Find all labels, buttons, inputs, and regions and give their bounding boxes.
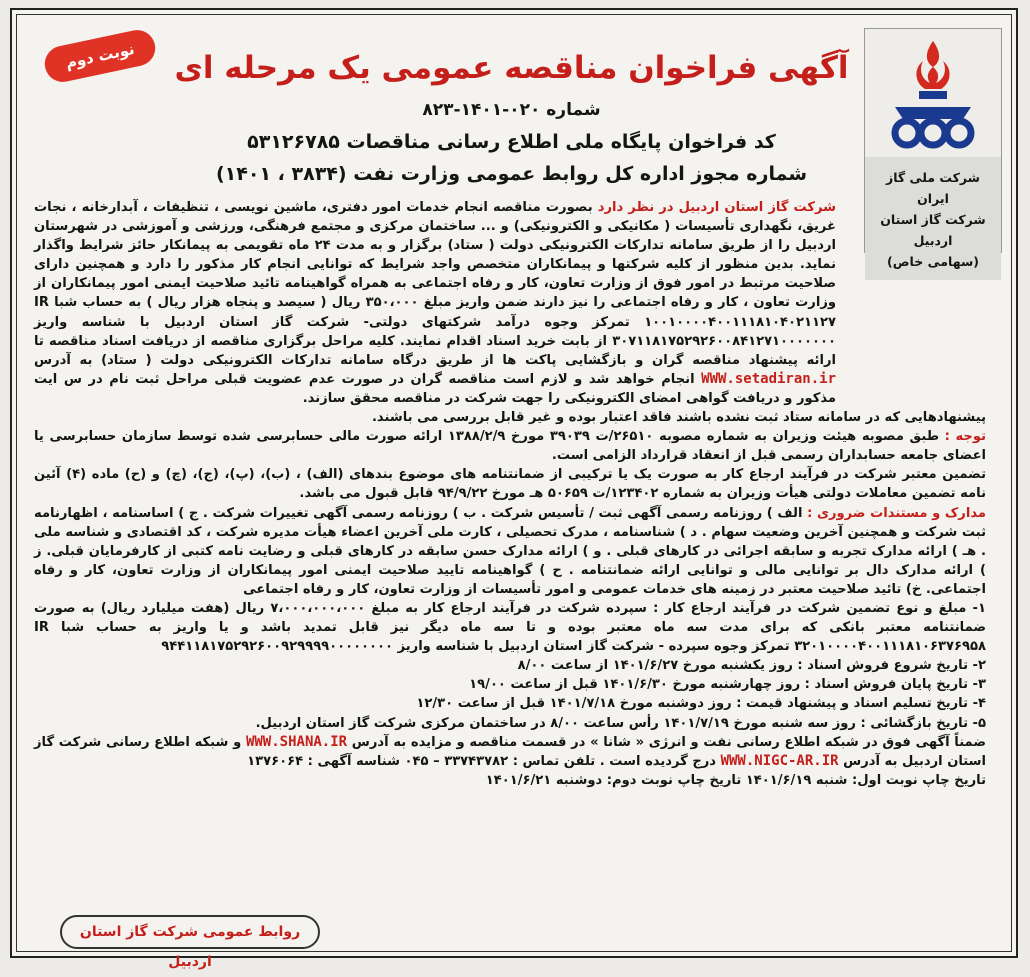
footer-paragraph [34,733,986,771]
note-paragraph [34,427,986,465]
nigc-link[interactable]: WWW.NIGC-AR.IR [720,752,839,769]
intro-paragraph [34,198,836,408]
footer-text-3: درج گردیده است . تلفن تماس : ۳۳۷۴۳۷۸۲ – ۰۴۵ شناسه آگهی : ۱۳۷۶۰۶۴ [247,753,721,769]
advertisement-frame [10,8,1018,970]
footer-text-1: ضمناً آگهی فوق در شبکه اطلاع رسانی نفت و انرژی « شانا » در قسمت مناقصه و مزایده به آدرس [347,734,986,750]
page-title: آگهی فراخوان مناقصه عمومی یک مرحله ای [174,50,849,86]
intro-text: بصورت مناقصه انجام خدمات امور دفتری، ماشین نویسی ، تنظیفات ، آبدارخانه ، نجات غریق، نگهداری تأسیسات ( مکانیکی و الکترونیکی) و ... ساختمان مرکزی و مجتمع فرهنگی، ورزشی و آموزشی در شهرستان اردبیل را از طریق سامانه تدارکات الکترونیکی دولت ( ستاد) برگزار و به مدت ۲۴ ماه تقویمی به پیمانکار حائز شرایط واگذار نماید. بدین منظور از کلیه شرکتها و پیمانکاران متخصص واجد شرایط که توانایی انجام کار مذکور را دارد و همچنین دارای صلاحیت مرتبط در امور فوق از وزارت تعاون، کار و رفاه اجتماعی به همراه گواهینامه تائید صلاحیت ایمنی امور پیمانکاران از وزارت تعاون ، کار و رفاه اجتماعی را نیز دارند ضمن واریز مبلغ ۳۵۰،۰۰۰ ریال ( سیصد و پنجاه هزار ریال ) به حساب شبا IR ۱۰۰۱۰۰۰۰۴۰۰۱۱۱۸۱۰۴۰۲۱۱۲۷ تمرکز وجوه درآمد شرکتهای دولتی- شرکت گاز استان اردبیل با شناسه واریز ۳۰۷۱۱۸۱۷۵۲۹۲۶۰۰۸۴۱۲۷۱۰۰۰۰۰۰۰ از بابت خرید اسناد اقدام نمایند. کلیه مراحل برگزاری مناقصه از دریافت اسناد مناقصه تا ارائه پیشنهاد مناقصه گران و بازگشایی پاکت ها از طریق درگاه سامانه تدارکات الکترونیکی دولت ( ستاد) به آدرس [34,200,836,368]
setad-link[interactable]: WWW.setadiran.ir [701,370,836,387]
note-text: طبق مصوبه هیئت وزیران به شماره مصوبه ۲۶۵۱۰/ت ۳۹۰۳۹ مورخ ۱۳۸۸/۲/۹ ارائه صورت مالی حسابرسی شده توسط سازمان حسابرسی یا اعضای جامعه حسابداران رسمی قبل از انعقاد قرارداد الزامی است. [34,429,986,464]
list-item: ۵- تاریخ بازگشائی : روز سه شنبه مورخ ۱۴۰۱/۷/۱۹ رأس ساعت ۸/۰۰ در ساختمان مرکزی شرکت گاز استان اردبیل. [255,715,986,731]
permit-number: شماره مجوز اداره کل روابط عمومی وزارت نفت (۳۸۳۴ ، ۱۴۰۱) [215,163,808,185]
footer-text-2: و شبکه اطلاع رسانی شرکت گاز استان اردبیل به آدرس [34,734,986,769]
logo-line-type: (سهامی خاص) [887,254,979,269]
print-dates: تاریخ چاپ نوبت اول: شنبه ۱۴۰۱/۶/۱۹ تاریخ چاپ نوبت دوم: دوشنبه ۱۴۰۱/۶/۲۱ [485,772,986,788]
advertisement-body [34,198,986,790]
shana-link[interactable]: WWW.SHANA.IR [245,733,348,750]
tender-code: کد فراخوان پایگاه ملی اطلاع رسانی مناقصات ۵۳۱۲۶۷۸۵ [247,131,776,153]
tender-number: شماره ۰۲۰-۱۴۰۱-۸۲۳ [422,100,601,120]
list-item: ۱- مبلغ و نوع تضمین شرکت در فرآیند ارجاع کار : سپرده شرکت در فرآیند ارجاع کار به مبلغ ۷،۰۰۰،۰۰۰،۰۰۰ ریال (هفت میلیارد ریال) به صورت ضمانتنامه معتبر بانکی که برای مدت سه ماه معتبر بوده و تا سه ماه دیگر نیز قابل تمدید باشد و یا واریز به حساب شبا IR ۳۲۰۱۰۰۰۰۴۰۰۱۱۱۸۱۰۶۳۷۶۹۵۸ تمرکز وجوه سپرده - شرکت گاز استان اردبیل با شناسه واریز ۹۴۴۱۱۸۱۷۵۲۹۲۶۰۰۹۲۹۹۹۹۰۰۰۰۰۰۰۰ [34,600,986,655]
logo-line-company: شرکت ملی گاز ایران [886,170,980,206]
gas-flame-logo-icon [883,37,983,152]
documents-label: مدارک و مستندات ضروری : [807,505,986,521]
validity-paragraph: پیشنهادهایی که در سامانه ستاد ثبت نشده باشند فاقد اعتبار بوده و غیر قابل بررسی می باشند. [371,410,986,426]
documents-paragraph [34,504,986,599]
intro-company: شرکت گاز استان اردبیل در نظر دارد [597,200,836,215]
list-item: ۲- تاریخ شروع فروش اسناد : روز یکشنبه مورخ ۱۴۰۱/۶/۲۷ از ساعت ۸/۰۰ [517,658,986,674]
logo-line-province: شرکت گاز استان اردبیل [880,212,986,248]
turn-badge: نوبت دوم [41,27,158,85]
intro-text-2: انجام خواهد شد و لازم است مناقصه گران در صورت عدم عضویت قبلی مراحل ثبت نام در س ایت مذکور و دریافت گواهی امضای الکترونیکی را جهت شرکت در مناقصه محقق سازند. [34,371,836,406]
guarantee-paragraph: تضمین معتبر شرکت در فرآیند ارجاع کار به صورت یک یا ترکیبی از ضمانتنامه های موضوع بندهای (الف) ، (ب)، (پ)، (ج)، (چ) و (ح) ماده (۴) آئین نامه تضمین معاملات دولتی هیأت وزیران به شماره ۱۲۳۴۰۲/ت ۵۰۶۵۹ هـ مورخ ۹۴/۹/۲۲ قابل قبول می باشد. [34,467,986,502]
public-relations-signature: روابط عمومی شرکت گاز استان اردبیل [60,915,320,949]
list-item: ۴- تاریخ تسلیم اسناد و پیشنهاد قیمت : روز دوشنبه مورخ ۱۴۰۱/۷/۱۸ قبل از ساعت ۱۲/۳۰ [416,696,986,712]
list-item: ۳- تاریخ پایان فروش اسناد : روز چهارشنبه مورخ ۱۴۰۱/۶/۳۰ قبل از ساعت ۱۹/۰۰ [469,677,986,693]
documents-text: الف ) روزنامه رسمی آگهی ثبت / تأسیس شرکت . ب ) روزنامه رسمی آگهی تغییرات شرکت . ج ) اساسنامه ، اظهارنامه ثبت شرکت و همچنین آخرین وضعیت سهام . د ) شناسنامه ، مدرک تحصیلی ، کارت ملی آخرین اعضاء هیأت مدیره شرکت ، کد اقتصادی و شناسه ملی . هـ ) ارائه مدارک تجربه و سابقه اجرائی در کارهای قبلی . و ) ارائه مدارک حسن سابقه در کارهای قبلی و رضایت نامه کتبی از کارفرمایان قبلی. ز ) ارائه مدارک دال بر توانایی مالی و توانایی ارائه ضمانتنامه . ح ) گواهینامه تایید صلاحیت ایمنی امور پیمانکاران از وزارت تعاون، کار و رفاه اجتماعی. خ) تائید صلاحیت معتبر در زمینه های خدمات عمومی و امور تأسیسات از وزارت تعاون، کار و رفاه اجتماعی [34,505,986,597]
note-label: توجه : [944,429,986,445]
